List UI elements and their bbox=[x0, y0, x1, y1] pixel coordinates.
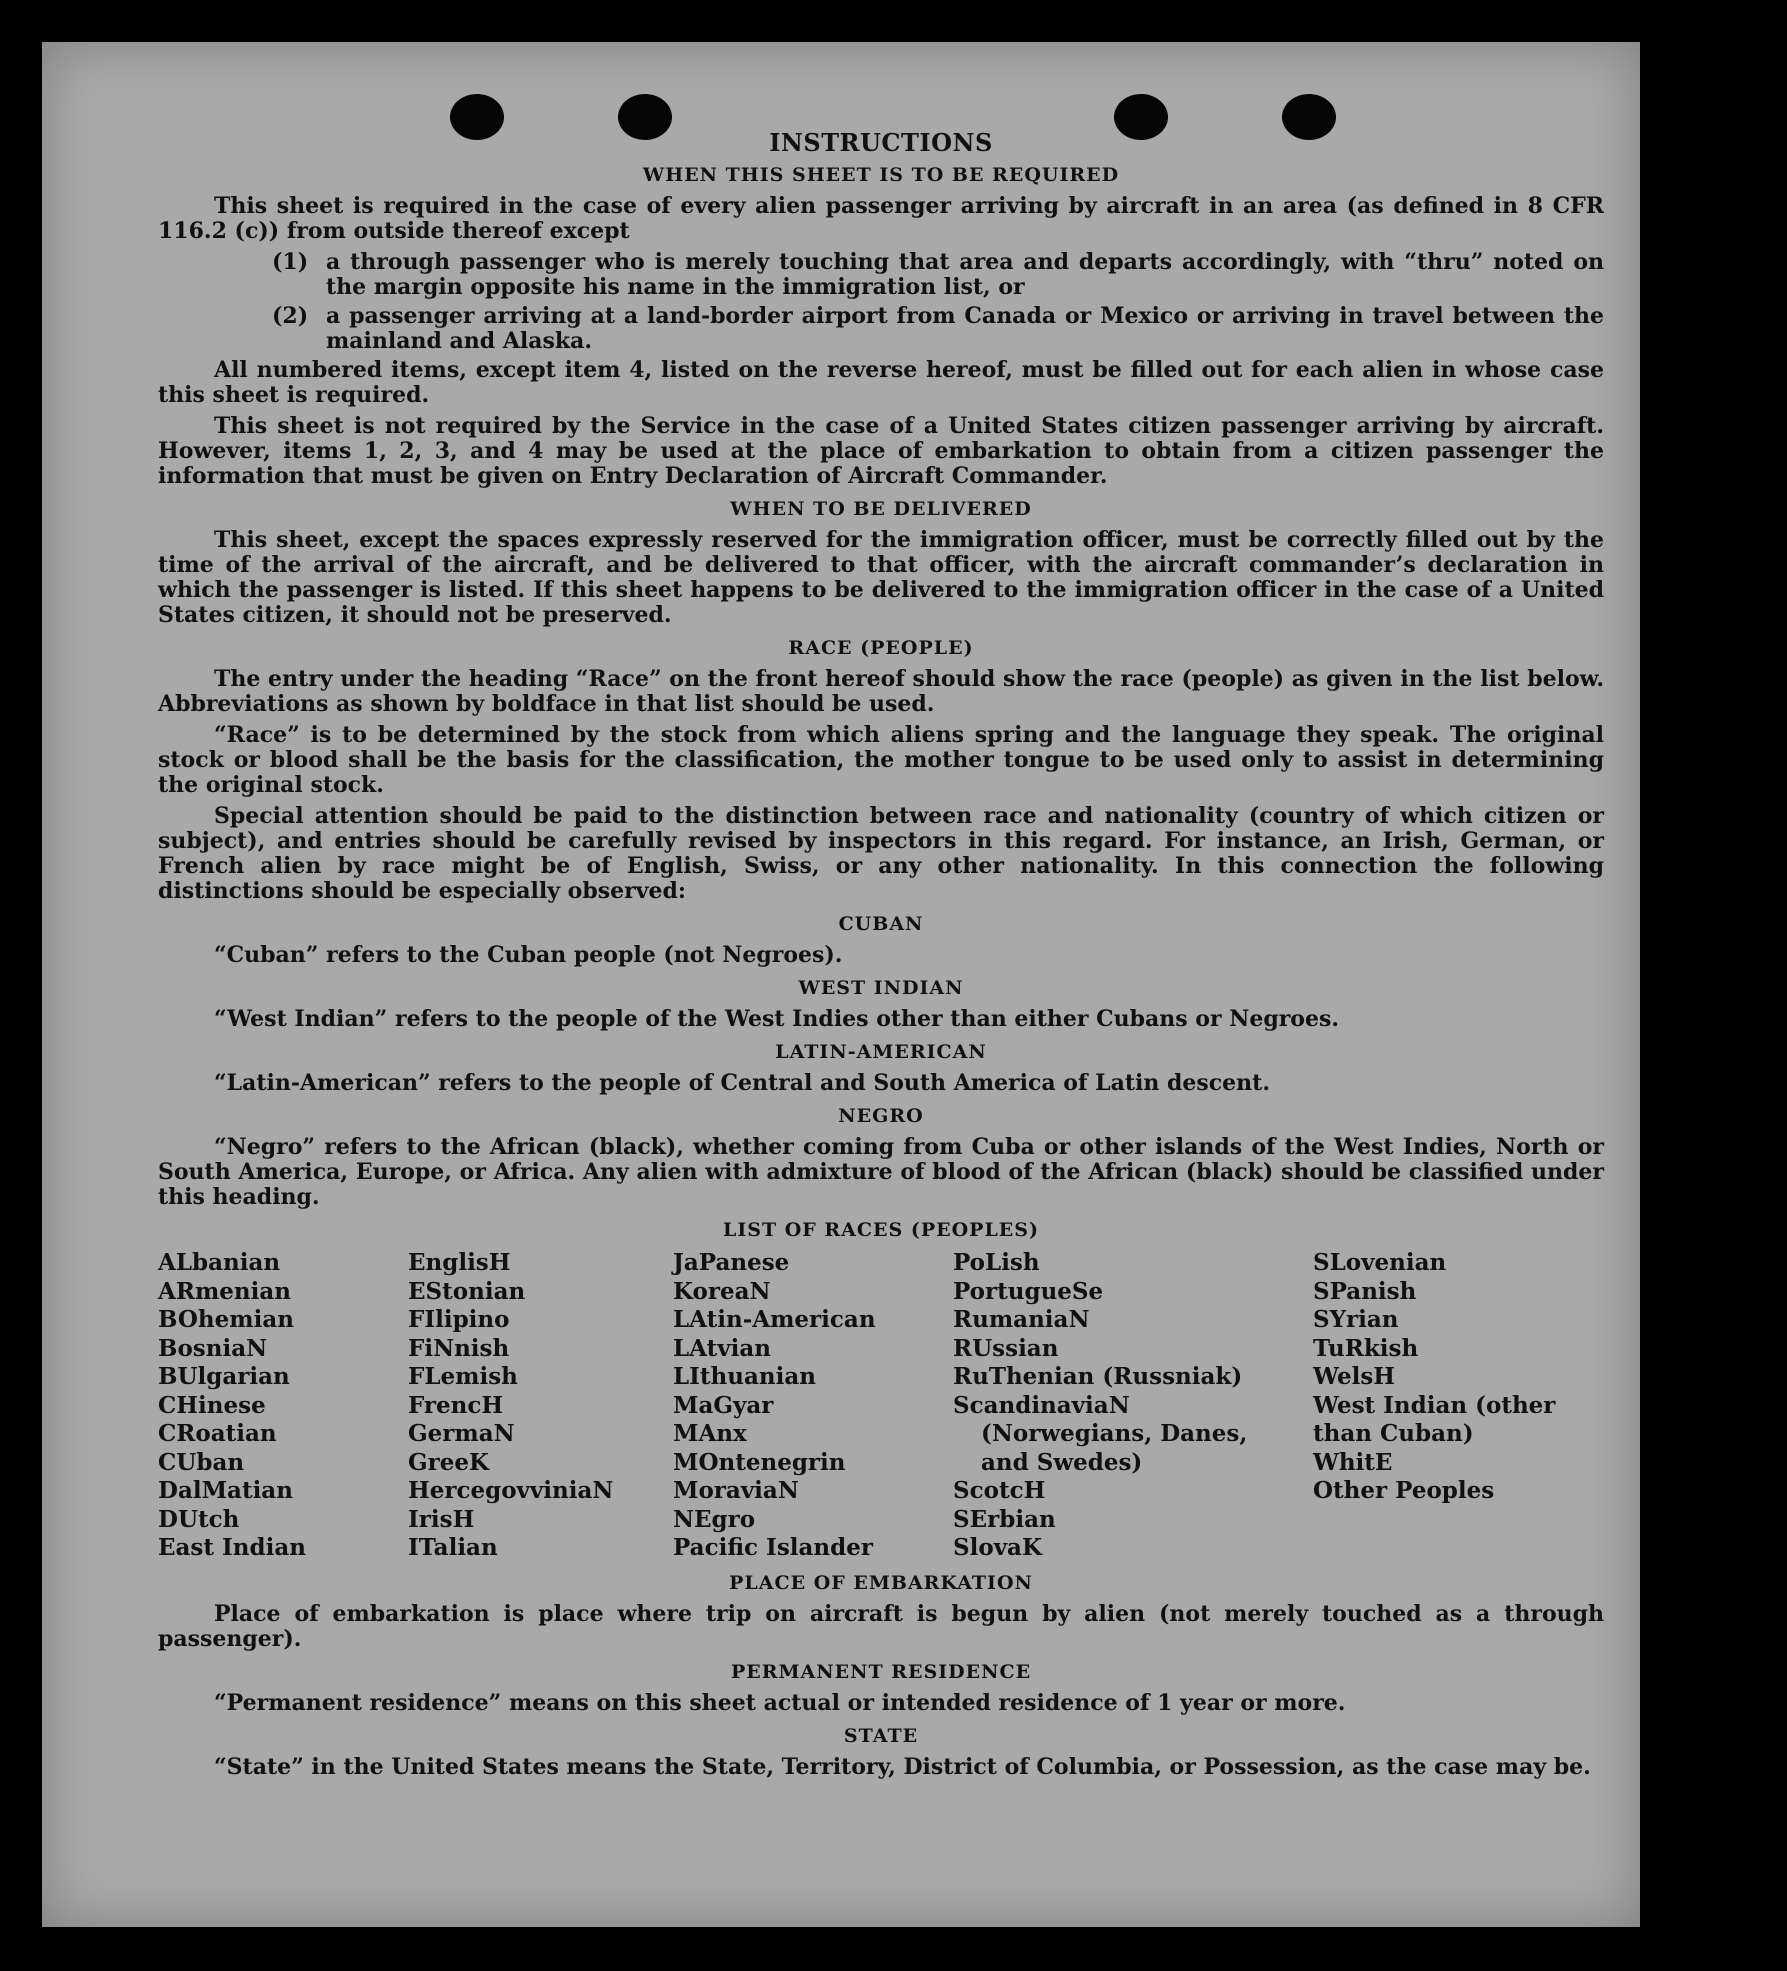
section-heading-embarkation: PLACE OF EMBARKATION bbox=[729, 1571, 1033, 1594]
race-entry: MaGyar bbox=[673, 1391, 774, 1419]
race-entry: SYrian bbox=[1313, 1306, 1399, 1333]
race-entry: RumaniaN bbox=[953, 1306, 1090, 1333]
section-heading-state: STATE bbox=[843, 1724, 919, 1747]
race-entry: CUban bbox=[158, 1448, 245, 1476]
race-entry: EStonian bbox=[408, 1277, 526, 1305]
races-column bbox=[1313, 1249, 1603, 1563]
races-column bbox=[673, 1249, 953, 1563]
exception-item bbox=[272, 250, 1604, 300]
race-entry: Other Peoples bbox=[1313, 1477, 1495, 1504]
races-list bbox=[158, 1249, 1604, 1563]
section-heading-when-delivered: WHEN TO BE DELIVERED bbox=[730, 498, 1032, 520]
section-heading-west-indian: WEST INDIAN bbox=[798, 977, 964, 999]
race-entry: SPanish bbox=[1313, 1277, 1417, 1305]
race-entry: BUlgarian bbox=[158, 1363, 290, 1390]
page-title: INSTRUCTIONS bbox=[769, 128, 993, 157]
section-heading-negro: NEGRO bbox=[838, 1105, 924, 1127]
race-entry: ScandinaviaN (Norwegians, Danes, and Swedes) bbox=[953, 1391, 1248, 1476]
race-entry: KoreaN bbox=[673, 1277, 771, 1305]
when-delivered-text: This sheet, except the spaces expressly reserved for the immigration officer, must be correctly filled out by the time of the arrival of the aircraft, and be delivered to that officer, with the aircraft commander’s declaration in which the passenger is listed. If this sheet happens to be delivered to the immigration officer in the case of a United States citizen, it should not be preserved. bbox=[158, 527, 1604, 628]
race-entry: SlovaK bbox=[953, 1534, 1042, 1561]
race-entry: LAtvian bbox=[673, 1334, 771, 1362]
race-entry: West Indian (other than Cuban) bbox=[1313, 1391, 1556, 1447]
race-entry: East Indian bbox=[158, 1534, 306, 1561]
race-entry: FLemish bbox=[408, 1363, 518, 1390]
race-entry: BOhemian bbox=[158, 1306, 294, 1333]
races-column bbox=[953, 1249, 1313, 1563]
race-entry: RuThenian (Russniak) bbox=[953, 1363, 1243, 1390]
instructions-content bbox=[158, 112, 1604, 1786]
race-entry: SErbian bbox=[953, 1505, 1056, 1533]
race-entry: TuRkish bbox=[1313, 1334, 1419, 1362]
race-entry: CHinese bbox=[158, 1391, 266, 1419]
race-entry: DUtch bbox=[158, 1505, 240, 1533]
race-entry: BosniaN bbox=[158, 1334, 268, 1362]
race-entry: MAnx bbox=[673, 1420, 747, 1447]
race-entry: NEgro bbox=[673, 1505, 756, 1533]
race-entry: EnglisH bbox=[408, 1249, 511, 1276]
section-heading-list-of-races: LIST OF RACES (PEOPLES) bbox=[723, 1219, 1039, 1241]
race-entry: MoraviaN bbox=[673, 1477, 799, 1504]
west-indian-text: “West Indian” refers to the people of the West Indies other than either Cubans or Negroes. bbox=[214, 1006, 1340, 1032]
race-entry: ARmenian bbox=[158, 1277, 292, 1305]
race-paragraph-2: “Race” is to be determined by the stock from which aliens spring and the language they speak. The original stock or blood shall be the basis for the classification, the mother tongue to be used only to assist in determining the original stock. bbox=[158, 722, 1604, 798]
when-required-intro: This sheet is required in the case of every alien passenger arriving by aircraft in an area (as defined in 8 CFR 116.2 (c)) from outside thereof except bbox=[158, 193, 1604, 244]
race-entry: LIthuanian bbox=[673, 1363, 816, 1390]
section-heading-latin-american: LATIN-AMERICAN bbox=[775, 1041, 987, 1063]
race-entry: FiNnish bbox=[408, 1334, 510, 1362]
cuban-text: “Cuban” refers to the Cuban people (not Negroes). bbox=[214, 942, 843, 968]
latin-american-text: “Latin-American” refers to the people of Central and South America of Latin descent. bbox=[214, 1070, 1270, 1096]
race-entry: FrencH bbox=[408, 1391, 504, 1419]
race-entry: PortugueSe bbox=[953, 1277, 1104, 1305]
exception-text: a passenger arriving at a land-border airport from Canada or Mexico or arriving in travel between the mainland and Alaska. bbox=[326, 303, 1604, 354]
embarkation-text: Place of embarkation is place where trip on aircraft is begun by alien (not merely touched as a through passenger). bbox=[158, 1600, 1604, 1652]
race-entry: ITalian bbox=[408, 1534, 498, 1561]
race-entry: CRoatian bbox=[158, 1420, 277, 1447]
race-entry: DalMatian bbox=[158, 1477, 293, 1504]
section-heading-residence: PERMANENT RESIDENCE bbox=[730, 1660, 1032, 1683]
race-entry: Pacific Islander bbox=[673, 1534, 873, 1561]
section-heading-cuban: CUBAN bbox=[838, 913, 924, 935]
exception-item bbox=[272, 304, 1604, 354]
race-entry: FIlipino bbox=[408, 1306, 510, 1333]
race-entry: JaPanese bbox=[673, 1249, 790, 1276]
citizen-paragraph: This sheet is not required by the Service in the case of a United States citizen passenger arriving by aircraft. However, items 1, 2, 3, and 4 may be used at the place of embarkation to obtain from a citizen passenger the information that must be given on Entry Declaration of Aircraft Commander. bbox=[158, 413, 1604, 489]
race-entry: MOntenegrin bbox=[673, 1448, 846, 1476]
race-entry: LAtin-American bbox=[673, 1306, 876, 1333]
race-entry: SLovenian bbox=[1313, 1249, 1447, 1276]
exception-number: (1) bbox=[272, 249, 309, 275]
race-paragraph-1: The entry under the heading “Race” on the front hereof should show the race (people) as given in the list below. Abbreviations as shown by boldface in that list should be used. bbox=[158, 666, 1604, 717]
numbered-items-paragraph: All numbered items, except item 4, listed on the reverse hereof, must be filled out for each alien in whose case this sheet is required. bbox=[158, 357, 1604, 408]
race-entry: ALbanian bbox=[158, 1249, 281, 1276]
race-entry: WhitE bbox=[1313, 1448, 1393, 1476]
race-entry: GermaN bbox=[408, 1420, 515, 1447]
negro-text: “Negro” refers to the African (black), whether coming from Cuba or other islands of the West Indies, North or South America, Europe, or Africa. Any alien with admixture of blood of the African (black) should be classified under this heading. bbox=[158, 1134, 1604, 1210]
race-entry: GreeK bbox=[408, 1448, 490, 1476]
race-entry: HercegovviniaN bbox=[408, 1477, 614, 1504]
document-sheet bbox=[42, 42, 1640, 1927]
race-entry: WelsH bbox=[1313, 1363, 1396, 1390]
race-entry: RUssian bbox=[953, 1334, 1059, 1362]
section-heading-when-required: WHEN THIS SHEET IS TO BE REQUIRED bbox=[642, 164, 1120, 186]
residence-text: “Permanent residence” means on this sheet actual or intended residence of 1 year or more. bbox=[214, 1689, 1346, 1716]
races-column bbox=[158, 1249, 408, 1563]
race-entry: ScotcH bbox=[953, 1477, 1046, 1504]
exception-text: a through passenger who is merely touching that area and departs accordingly, with “thru” noted on the margin opposite his name in the immigration list, or bbox=[326, 249, 1604, 300]
race-entry: PoLish bbox=[953, 1249, 1040, 1276]
races-column bbox=[408, 1249, 673, 1563]
race-paragraph-3: Special attention should be paid to the distinction between race and nationality (country of which citizen or subject), and entries should be carefully revised by inspectors in this regard. For instance, an Irish, German, or French alien by race might be of English, Swiss, or any other nationality. In this connection the following distinctions should be especially observed: bbox=[158, 803, 1604, 904]
race-entry: IrisH bbox=[408, 1505, 475, 1533]
section-heading-race: RACE (PEOPLE) bbox=[788, 637, 974, 659]
exception-number: (2) bbox=[272, 303, 309, 329]
state-text: “State” in the United States means the State, Territory, District of Columbia, or Possession, as the case may be. bbox=[214, 1753, 1591, 1780]
